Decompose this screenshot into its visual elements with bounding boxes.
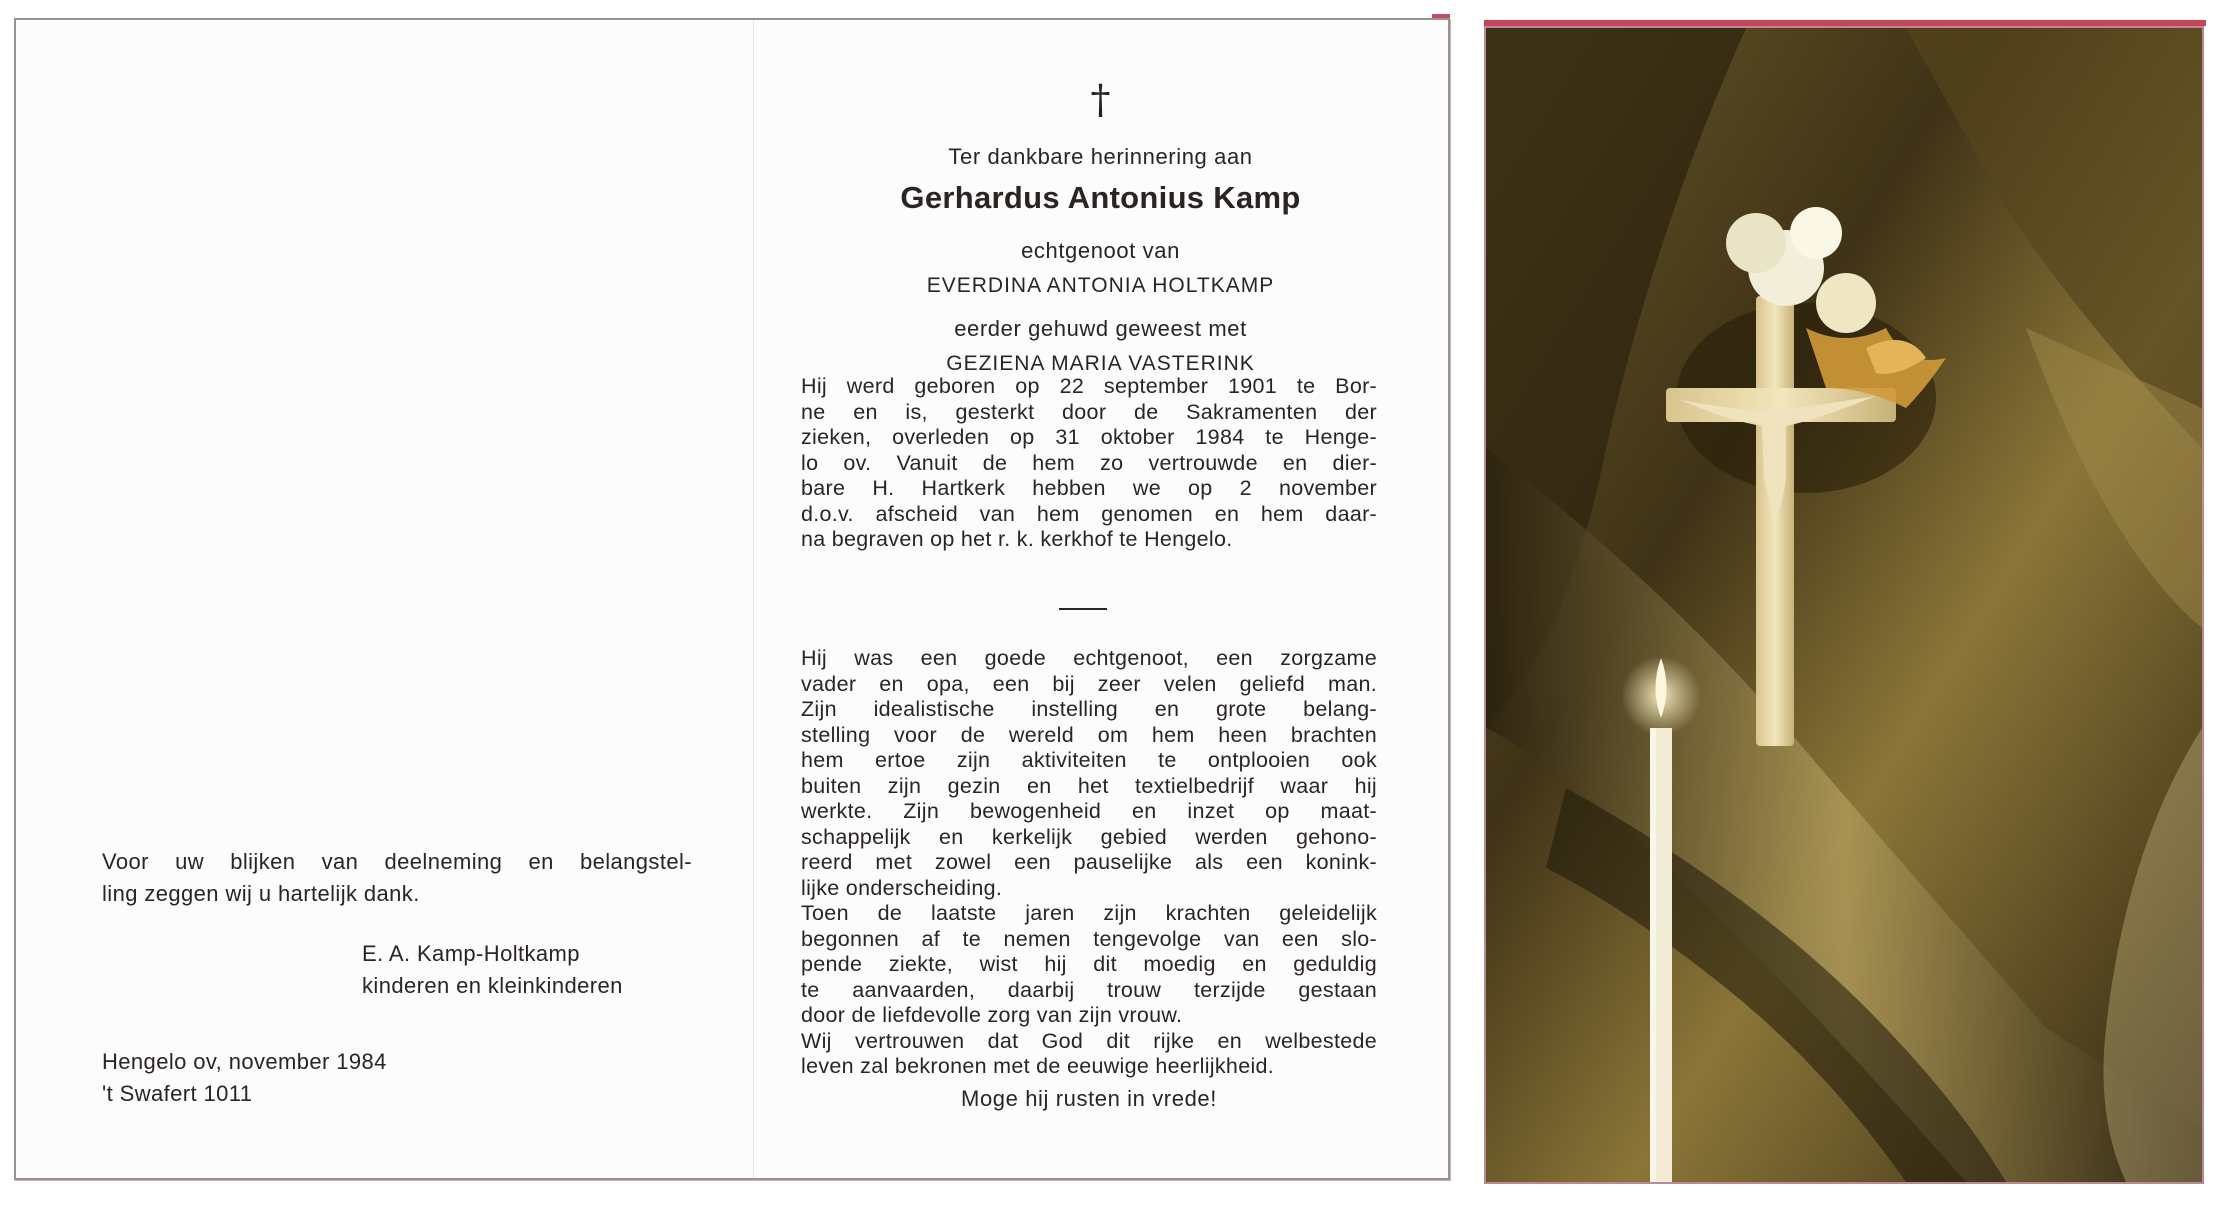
thanks-line: ling zeggen wij u hartelijk dank. [102,881,420,906]
thanks-text [102,846,692,910]
place-date-block [102,1046,387,1110]
signer-family: kinderen en kleinkinderen [362,973,623,998]
tribute-line: reerd met zowel een pauselijke als een konink- [801,850,1377,874]
tribute-line: Toen de laatste jaren zijn krachten geleidelijk [801,901,1377,925]
bio-line: Hij werd geboren op 22 september 1901 te Bor- [801,374,1377,398]
tribute-line: te aanvaarden, daarbij trouw terzijde gestaan [801,977,1377,1002]
thanks-line: Voor uw blijken van deelneming en belangstel- [102,849,692,874]
place-date: Hengelo ov, november 1984 [102,1049,387,1074]
previous-marriage-label: eerder gehuwd geweest met [954,316,1247,341]
biography [801,374,1377,553]
signers [362,938,623,1002]
intro-line: Ter dankbare herinnering aan [948,144,1253,169]
tribute-line: vader en opa, een bij zeer velen geliefd man. [801,671,1377,696]
crucifix-illustration [1486,28,2202,1182]
cross-icon: † [1090,77,1111,123]
tribute-line: pende ziekte, wist hij dit moedig en geduldig [801,952,1377,976]
tribute [801,646,1377,1080]
tribute-line: begonnen af te nemen tengevolge van een slo- [801,926,1377,951]
photo-crucifix [1484,26,2204,1184]
tribute-line: leven zal bekronen met de eeuwige heerlijkheid. [801,1054,1275,1078]
tribute-line: Hij was een goede echtgenoot, een zorgzame [801,646,1377,670]
bio-line: bare H. Hartkerk hebben we op 2 november [801,476,1377,500]
previous-spouse-name: GEZIENA MARIA VASTERINK [946,352,1255,375]
closing-line: Moge hij rusten in vrede! [961,1086,1217,1111]
tribute-line: Wij vertrouwen dat God dit rijke en welbestede [801,1028,1377,1053]
tribute-line: stelling voor de wereld om hem heen brachten [801,722,1377,747]
signer-name: E. A. Kamp-Holtkamp [362,941,580,966]
tribute-line: lijke onderscheiding. [801,875,1003,900]
tribute-line: schappelijk en kerkelijk gebied werden gehono- [801,824,1377,849]
left-page [16,20,753,1178]
tribute-line: werkte. Zijn bewogenheid en inzet op maat- [801,799,1377,823]
divider [1059,608,1107,610]
tribute-line: door de liefdevolle zorg van zijn vrouw. [801,1003,1183,1027]
address: 't Swafert 1011 [102,1081,253,1106]
bio-line: ne en is, gesterkt door de Sakramenten der [801,399,1377,424]
cross-vertical [1756,296,1794,746]
bio-line: d.o.v. afscheid van hem genomen en hem daar- [801,501,1377,526]
bio-line: na begraven op het r. k. kerkhof te Hengelo. [801,527,1233,551]
bio-line: zieken, overleden op 31 oktober 1984 te Henge- [801,425,1377,449]
deceased-name: Gerhardus Antonius Kamp [900,180,1301,215]
tribute-line: Zijn idealistische instelling en grote belang- [801,697,1377,721]
spouse-name: EVERDINA ANTONIA HOLTKAMP [926,274,1275,297]
bio-line: lo ov. Vanuit de hem zo vertrouwde en dier- [801,450,1377,475]
tribute-line: hem ertoe zijn aktiviteiten te ontplooien ook [801,748,1377,772]
spouse-label: echtgenoot van [1021,238,1180,263]
tribute-line: buiten zijn gezin en het textielbedrijf waar hij [801,773,1377,798]
